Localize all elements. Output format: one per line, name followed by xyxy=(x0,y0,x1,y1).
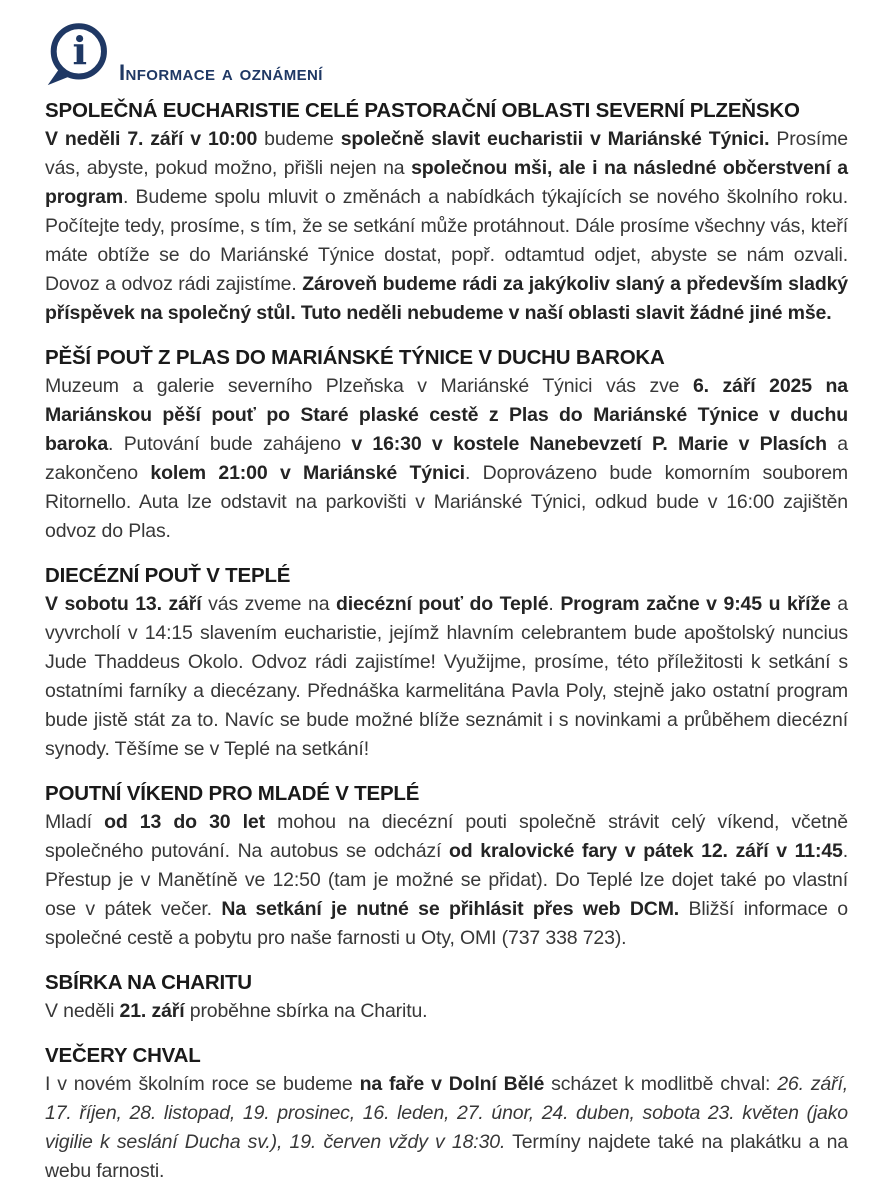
text-run: 6. září 2025 na Mariánskou pěší pouť po Staré plaské cestě z Plas do Mariánské Týnice v duchu baroka xyxy=(45,375,848,455)
text-run: Program začne v 9:45 u kříže xyxy=(560,593,831,615)
text-run: . Doprovázeno bude komorním souborem Ritornello. Auta lze odstavit na parkovišti v Mariánské Týnici, odkud bude v 16:00 zajištěn odvoz do Plas. xyxy=(45,462,848,542)
section xyxy=(45,343,848,546)
text-run: Prosíme vás, abyste, pokud možno, přišli nejen na xyxy=(45,128,848,179)
text-run: od 13 do 30 let xyxy=(104,811,265,833)
section-heading: VEČERY CHVAL xyxy=(45,1044,201,1067)
text-run: Na setkání je nutné se přihlásit přes web DCM. xyxy=(221,898,680,920)
sections-container xyxy=(45,96,848,1186)
text-run: . Putování bude zahájeno xyxy=(108,433,352,455)
svg-text:i: i xyxy=(72,29,88,75)
text-run: společně slavit eucharistii v Mariánské Týnici. xyxy=(340,128,770,150)
section-heading: DIECÉZNÍ POUŤ V TEPLÉ xyxy=(45,564,291,587)
text-run: diecézní pouť do Teplé xyxy=(336,593,549,615)
section xyxy=(45,96,848,328)
text-run: V neděli 7. září v 10:00 xyxy=(45,128,265,150)
section xyxy=(45,968,848,1026)
section-paragraph xyxy=(45,372,848,546)
section-paragraph xyxy=(45,590,848,764)
text-run: a vyvrcholí v 14:15 slavením eucharistie, jejímž hlavním celebrantem bude apoštolský nuncius Jude Thaddeus Okolo. Odvoz rádi zajistíme! Využijme, prosíme, této příležitosti k setkání s ostatními farníky a diecézany. Přednáška karmelitána Pavla Poly, stejně jako ostatní program bude jistě stát za to. Navíc se bude možné blíže seznámit i s novinkami a průběhem diecézní synody. Těšíme se v Teplé na setkání! xyxy=(45,593,849,760)
section-heading: PĚŠÍ POUŤ Z PLAS DO MARIÁNSKÉ TÝNICE V DUCHU BAROKA xyxy=(45,346,665,369)
section-paragraph xyxy=(45,1070,848,1186)
text-run: 21. září xyxy=(119,1000,185,1022)
text-run: . Budeme spolu mluvit o změnách a nabídkách týkajících se nového školního roku. Počítejte tedy, prosíme, s tím, že se setkání může protáhnout. Dále prosíme všechny vás, kteří máte obtíže se do Mariánské Týnice dostat, popř. odtamtud odjet, abyste se nám ozvali. Dovoz a odvoz rádi zajistíme. xyxy=(45,186,848,295)
text-run: Termíny najdete také na plakátku a na webu farnosti. xyxy=(45,1131,848,1182)
section-heading: SBÍRKA NA CHARITU xyxy=(45,971,252,994)
section-heading: SPOLEČNÁ EUCHARISTIE CELÉ PASTORAČNÍ OBLASTI SEVERNÍ PLZEŇSKO xyxy=(45,99,800,122)
text-run: v 16:30 v kostele Nanebevzetí P. Marie v Plasích xyxy=(351,433,827,455)
text-run: a zakončeno xyxy=(45,433,848,484)
text-run: mohou na diecézní pouti společně strávit celý víkend, včetně společného putování. Na autobus se odchází xyxy=(45,811,848,862)
section xyxy=(45,561,848,764)
text-run: . Přestup je v Manětíně ve 12:50 (tam je možné se přidat). Do Teplé lze dojet také po vlastní ose v pátek večer. xyxy=(45,840,849,920)
text-run: scházet k modlitbě chval: xyxy=(544,1073,778,1095)
page-title: Informace a oznámení xyxy=(119,60,323,85)
section-paragraph xyxy=(45,997,848,1026)
text-run: společnou mši, ale i na následné občerstvení a program xyxy=(45,157,848,208)
text-run: na faře v Dolní Bělé xyxy=(359,1073,545,1095)
text-run: budeme xyxy=(264,128,341,150)
section xyxy=(45,779,848,953)
text-run: Mladí xyxy=(45,811,105,833)
page-header xyxy=(45,16,848,90)
section-heading: POUTNÍ VÍKEND PRO MLADÉ V TEPLÉ xyxy=(45,782,420,805)
text-run: od kralovické fary v pátek 12. září v 11:45 xyxy=(449,840,843,862)
info-speech-bubble-icon xyxy=(45,20,109,90)
text-run: I v novém školním roce se budeme xyxy=(45,1073,360,1095)
text-run: Zároveň budeme rádi za jakýkoliv slaný a především sladký příspěvek na společný stůl. Tuto neděli nebudeme v naší oblasti slavit žádné jiné mše. xyxy=(45,273,848,324)
section-paragraph xyxy=(45,808,848,953)
text-run: 26. září, 17. říjen, 28. listopad, 19. prosinec, 16. leden, 27. únor, 24. duben, sobota 23. květen (jako vigilie k seslání Ducha sv.), 19. červen vždy v 18:30. xyxy=(45,1073,849,1153)
section xyxy=(45,1041,848,1186)
text-run: Muzeum a galerie severního Plzeňska v Mariánské Týnici vás zve xyxy=(45,375,693,397)
text-run: vás zveme na xyxy=(201,593,337,615)
text-run: V sobotu 13. září xyxy=(45,593,202,615)
text-run: Bližší informace o společné cestě a pobytu pro naše farnosti u Oty, OMI (737 338 723). xyxy=(45,898,848,949)
text-run: . xyxy=(548,593,561,615)
text-run: proběhne sbírka na Charitu. xyxy=(184,1000,428,1022)
text-run: kolem 21:00 v Mariánské Týnici xyxy=(150,462,465,484)
section-paragraph xyxy=(45,125,848,328)
text-run: V neděli xyxy=(45,1000,120,1022)
